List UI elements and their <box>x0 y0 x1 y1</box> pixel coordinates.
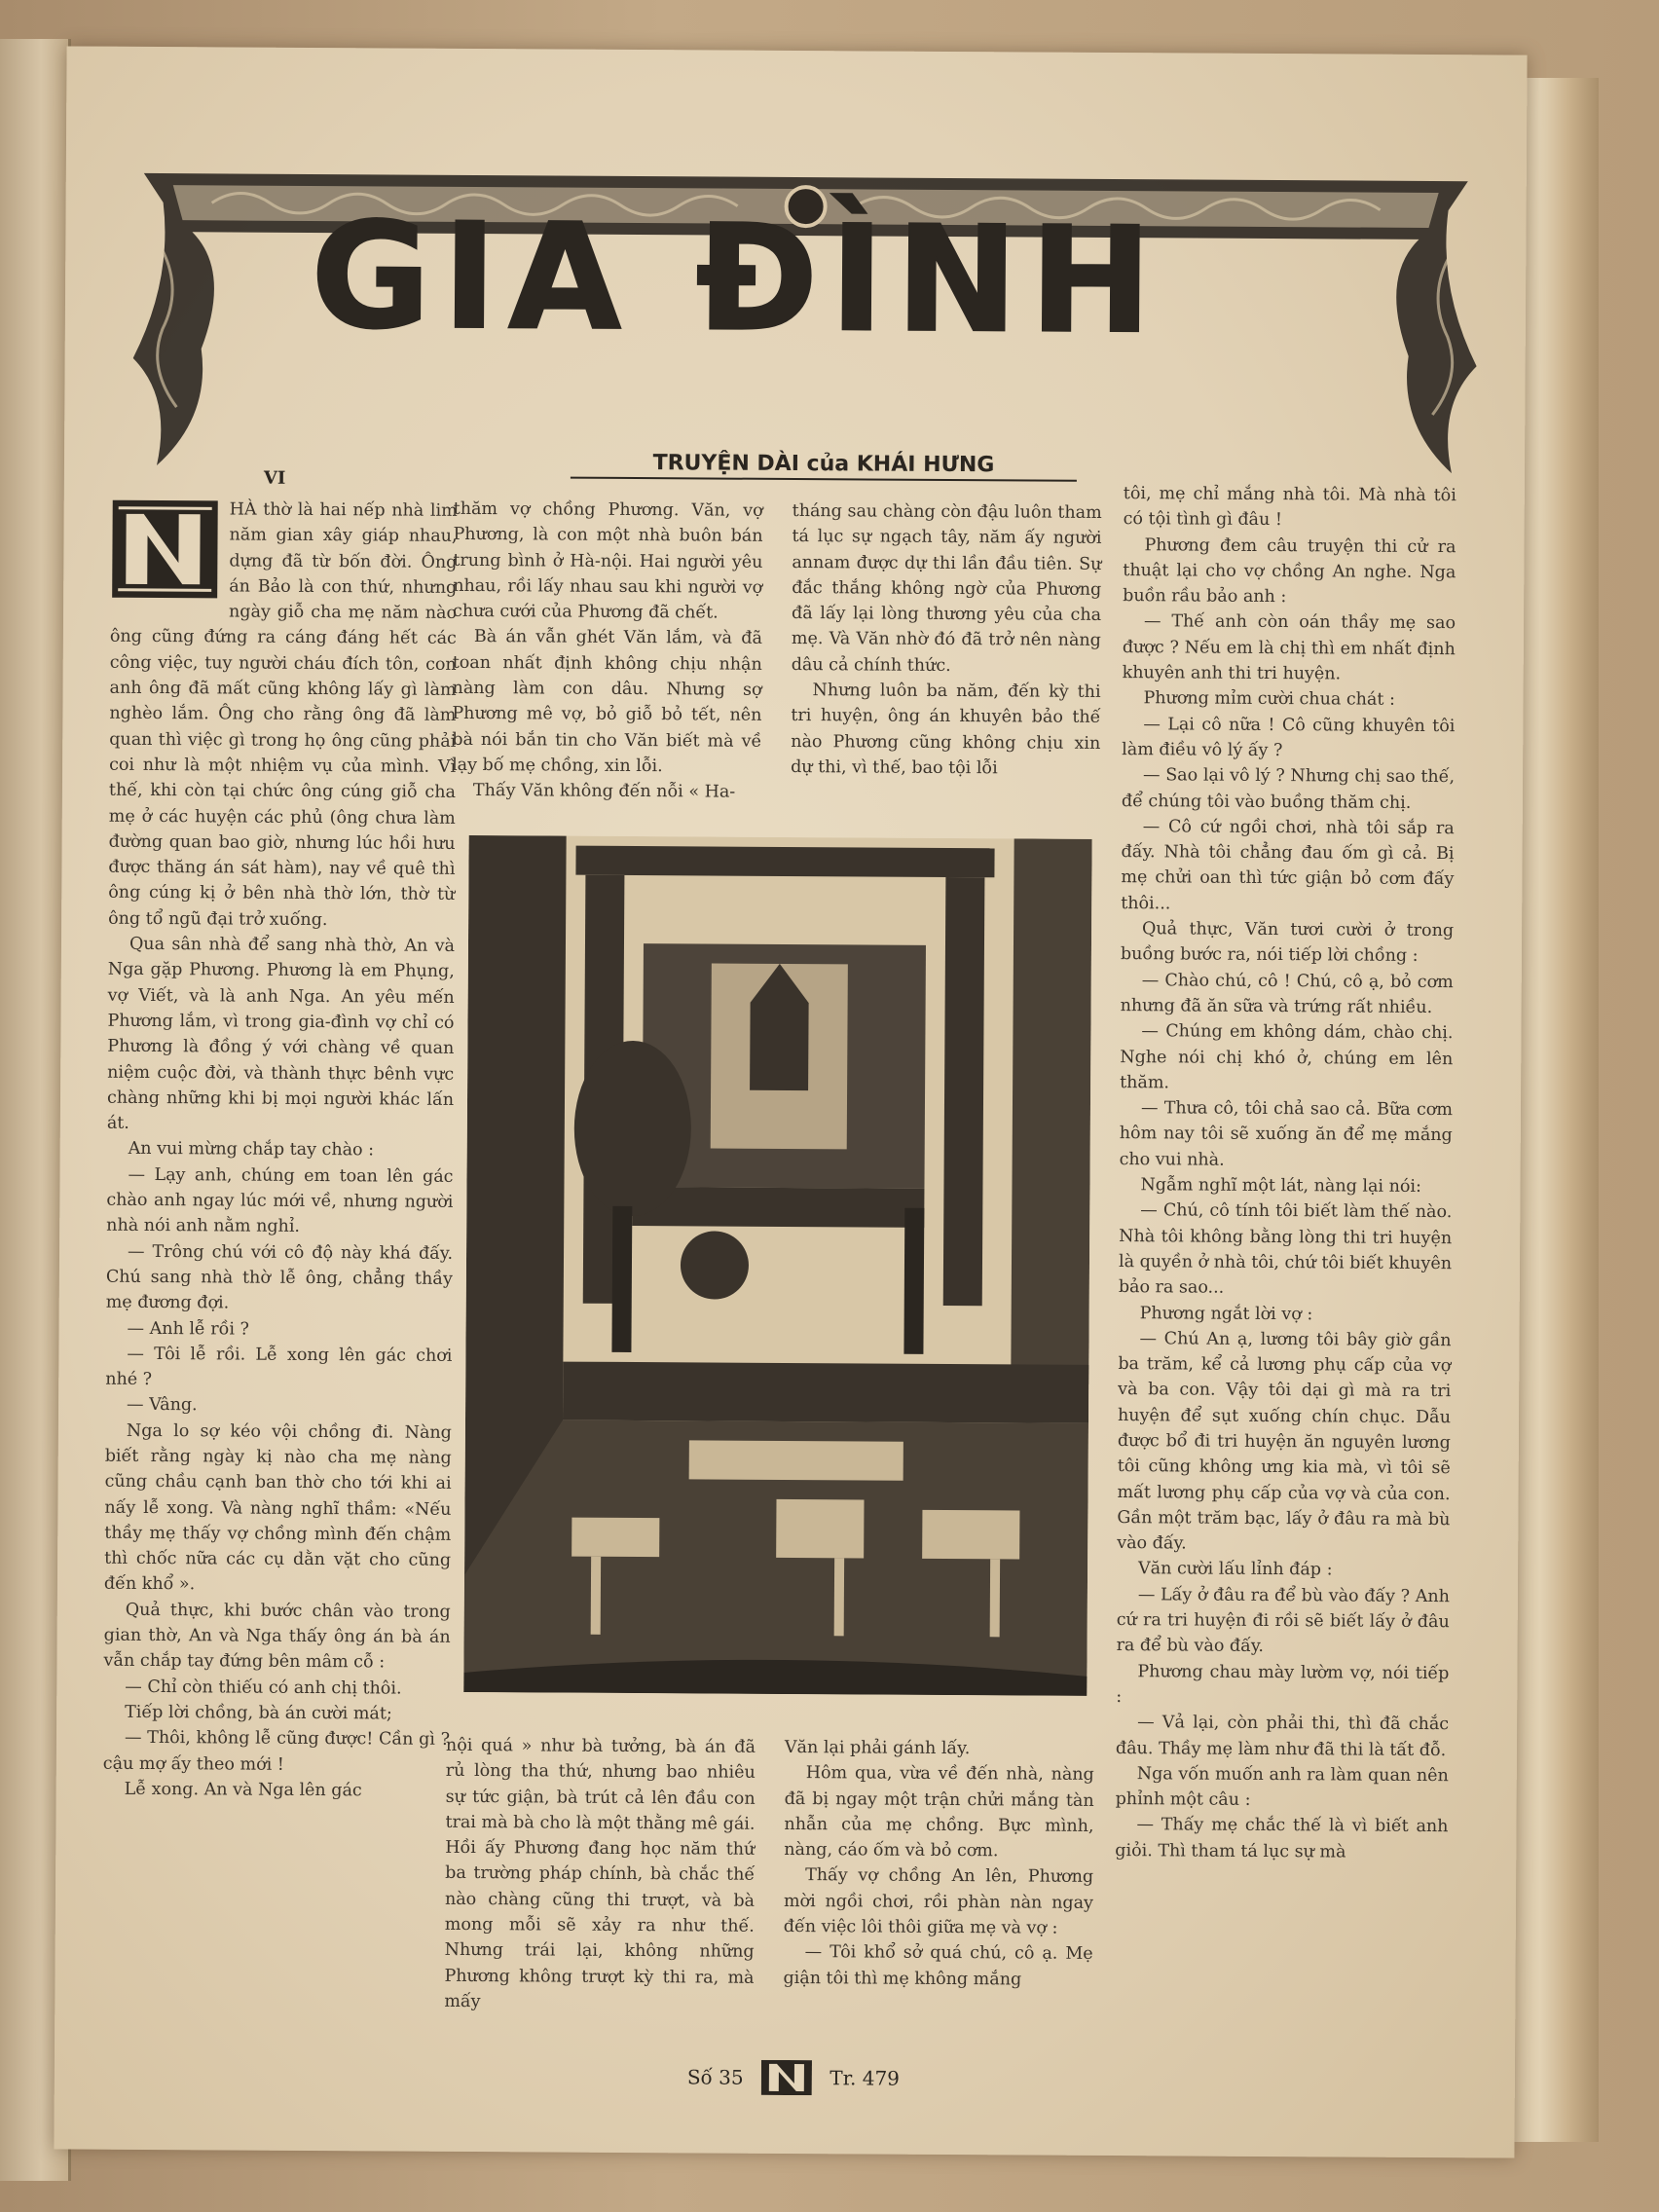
page-number: Tr. 479 <box>830 2066 901 2090</box>
paragraph: — Chúng em không dám, chào chị. Nghe nói chị khó ở, chúng em lên thăm. <box>1120 1021 1454 1093</box>
paragraph: Quả thực, khi bước chân vào trong gian thờ, An và Nga thấy ông án bà án vẫn chắp tay đứng bên mâm cỗ : <box>103 1600 451 1673</box>
paragraph: Tiếp lời chồng, bà án cười mát; <box>125 1702 392 1724</box>
page-footer <box>687 2059 900 2095</box>
paragraph: thăm vợ chồng Phương. Văn, vợ Phương, là con một nhà buôn bán trung bình ở Hà-nội. Hai người yêu nhau, rồi lấy nhau sau khi người vợ chưa cưới của Phương đã chết. <box>453 498 763 623</box>
paragraph: Phương đem câu truyện thi cử ra thuật lại cho vợ chồng An nghe. Nga buồn rầu bảo anh : <box>1123 535 1456 608</box>
paragraph: Phương ngắt lời vợ : <box>1139 1303 1313 1324</box>
magazine-logo-icon <box>761 2060 812 2095</box>
paragraph: Văn lại phải gánh lấy. <box>784 1737 971 1759</box>
text-column-3-top <box>791 498 1102 782</box>
paragraph: nội quá » như bà tưởng, bà án đã rủ lòng tha thứ, nhưng bao nhiêu sự tức giận, bà trút cả lên đầu con trai mà bà cho là một thằng mê gái. Hồi ấy Phương đang học năm thứ ba trường pháp chính, bà chắc thế nào chàng cũng thi trượt, và bà mong mỗi sẽ xảy ra như thế. Nhưng trái lại, không những Phương không trượt kỳ thi ra, mà mấy <box>444 1735 756 2012</box>
paragraph: HÀ thờ là hai nếp nhà lim năm gian xây giáp nhau, dựng đã từ bốn đời. Ông án Bảo là con thứ, nhưng ngày giỗ cha mẹ năm nào ông cũng đứng ra cáng đáng hết các công việc, tuy người cháu đích tôn, con anh ông đã mất cũng không lấy gì làm nghèo lắm. Ông cho rằng ông đã làm quan thì việc gì trong họ ông cũng phải coi như là một nhiệm vụ của mình. Vì thế, khi còn tại chức ông cúng giỗ cha mẹ ở các huyện các phủ (ông chưa làm đường quan bao giờ, nhưng lúc hồi hưu được thăng án sát hàm), nay về quê thì ông cúng kị ở bên nhà thờ lớn, thờ từ ông tổ ngũ đại trở xuống. <box>108 499 458 930</box>
paragraph: — Tôi khổ sở quá chú, cô ạ. Mẹ giận tôi thì mẹ không mắng <box>783 1942 1093 1990</box>
paragraph: An vui mừng chắp tay chào : <box>128 1139 375 1161</box>
paragraph: tháng sau chàng còn đậu luôn tham tá lục sự ngạch tây, năm ấy người annam được dự thi lần đầu tiên. Sự đắc thắng không ngờ của Phương đã lấy lại lòng thương yêu của cha mẹ. Và Văn nhờ đó đã trở nên nàng dâu cả chính thức. <box>791 500 1102 676</box>
paragraph: Nga vốn muốn anh ra làm quan nên phỉnh một câu : <box>1115 1764 1449 1811</box>
paragraph: — Lấy ở đâu ra để bù vào đấy ? Anh cứ ra tri huyện đi rồi sẽ biết lấy ở đâu ra để bù vào đấy. <box>1116 1584 1450 1657</box>
text-column-4 <box>1115 481 1456 1865</box>
text-column-2-top <box>452 497 763 805</box>
magazine-title: GIA ĐÌNH <box>310 191 1164 367</box>
chapter-number: VI <box>263 467 286 489</box>
paragraph: — Lại cô nữa ! Cô cũng khuyên tôi làm điều vô lý ấy ? <box>1122 714 1456 761</box>
paragraph: — Chú, cô tính tôi biết làm thế nào. Nhà tôi không bằng lòng thi tri huyện là quyền ở nhà tôi, chứ tôi biết khuyên bảo ra sao... <box>1118 1200 1453 1298</box>
paragraph: — Thấy mẹ chắc thế là vì biết anh giỏi. Thì tham tá lục sự mà <box>1115 1815 1449 1862</box>
magazine-page <box>54 46 1527 2157</box>
text-column-3-bottom <box>783 1735 1094 1993</box>
paragraph: Thấy vợ chồng An lên, Phương mời ngồi chơi, rồi phàn nàn ngay đến việc lôi thôi giữa mẹ và vợ : <box>783 1865 1094 1938</box>
paragraph: — Chỉ còn thiếu có anh chị thôi. <box>125 1677 402 1699</box>
paragraph: — Anh lễ rồi ? <box>127 1318 249 1340</box>
paragraph: Ngẫm nghĩ một lát, nàng lại nói: <box>1140 1175 1421 1197</box>
paragraph: Bà án vẫn ghét Văn lắm, và đã toan nhất định không chịu nhận nàng làm con dâu. Nhưng sợ Phương mê vợ, bỏ giỗ bỏ tết, nên bà nói bắn tin cho Văn biết mà về lạy bố mẹ chồng, xin lỗi. <box>452 627 762 777</box>
altar-woodcut-illustration <box>463 835 1091 1696</box>
paragraph: — Thế anh còn oán thầy mẹ sao được ? Nếu em là chị thì em nhất định khuyên anh thi tri huyện. <box>1122 611 1456 684</box>
drop-cap-n-icon <box>110 498 220 601</box>
paragraph: Hôm qua, vừa về đến nhà, nàng đã bị ngay một trận chửi mắng tàn nhẫn của mẹ chồng. Bực mình, nàng, cáo ốm và bỏ cơm. <box>784 1763 1094 1862</box>
paragraph: — Lạy anh, chúng em toan lên gác chào anh ngay lúc mới về, nhưng người nhà nói anh nằm nghỉ. <box>106 1164 454 1237</box>
paragraph: Nhưng luôn ba năm, đến kỳ thi tri huyện, ông án khuyên bảo thế nào Phương cũng không chịu xin dự thi, vì thế, bao tội lỗi <box>791 681 1101 779</box>
paragraph: — Vả lại, còn phải thi, thì đã chắc đâu. Thầy mẹ làm như đã thi là tất đỗ. <box>1115 1713 1450 1760</box>
paragraph: Phương mỉm cười chua chát : <box>1143 688 1395 711</box>
issue-number: Số 35 <box>686 2065 744 2089</box>
paragraph: — Chào chú, cô ! Chú, cô ạ, bỏ cơm nhưng đã ăn sữa và trứng rất nhiều. <box>1120 970 1454 1017</box>
paragraph: Quả thực, Văn tươi cười ở trong buồng bước ra, nói tiếp lời chồng : <box>1120 919 1455 967</box>
paragraph: Qua sân nhà để sang nhà thờ, An và Nga gặp Phương. Phương là em Phụng, vợ Viết, và là anh Nga. An yêu mến Phương lắm, vì trong gia-đình vợ chỉ có Phương là đồng ý với chàng về quan niệm cuộc đời, và thành thực bênh vực chàng những khi bị mọi người khác lấn át. <box>106 934 456 1133</box>
paragraph: — Sao lại vô lý ? Nhưng chị sao thế, để chúng tôi vào buồng thăm chị. <box>1121 765 1456 813</box>
paragraph: — Trông chú với cô độ này khá đấy. Chú sang nhà thờ lễ ông, chẳng thầy mẹ đương đợi. <box>105 1241 454 1313</box>
paragraph: — Vâng. <box>127 1395 198 1416</box>
story-subtitle: TRUYỆN DÀI của KHÁI HƯNG <box>571 451 1077 482</box>
text-column-1 <box>103 497 458 1804</box>
paragraph: Văn cười lấu lỉnh đáp : <box>1138 1559 1333 1580</box>
paragraph: tôi, mẹ chỉ mắng nhà tôi. Mà nhà tôi có tội tình gì đâu ! <box>1123 484 1456 531</box>
paragraph: — Cô cứ ngồi chơi, nhà tôi sắp ra đấy. Nhà tôi chẳng đau ốm gì cả. Bị mẹ chửi oan thì tức giận bỏ cơm đấy thôi... <box>1121 817 1455 914</box>
paragraph: — Tôi lễ rồi. Lễ xong lên gác chơi nhé ? <box>105 1344 453 1390</box>
paragraph: Phương chau mày lườm vợ, nói tiếp : <box>1116 1661 1450 1708</box>
paragraph: Thấy Văn không đến nỗi « Ha- <box>472 781 736 802</box>
paragraph: Lễ xong. An và Nga lên gác <box>124 1779 362 1801</box>
paragraph: — Chú An ạ, lương tôi bây giờ gần ba trăm, kể cả lương phụ cấp của vợ và ba con. Vậy tôi dại gì mà ra tri huyện để sụt xuống chín chục. Dẫu được bổ đi tri huyện ăn nguyên lương tôi cũng không ưng kia mà, vì tôi sẽ mất lương phụ cấp của vợ và của con. Gần một trăm bạc, lấy ở đâu ra mà bù vào đấy. <box>1117 1328 1452 1554</box>
paragraph: — Thưa cô, tôi chả sao cả. Bữa cơm hôm nay tôi sẽ xuống ăn để mẹ mắng cho vui nhà. <box>1119 1098 1454 1170</box>
paragraph: — Thôi, không lễ cũng được! Cần gì ? cậu mợ ấy theo mới ! <box>102 1728 451 1775</box>
text-column-2-bottom <box>444 1733 756 2016</box>
paragraph: Nga lo sợ kéo vội chồng đi. Nàng biết rằng ngày kị nào cha mẹ nàng cũng chầu cạnh ban thờ cho tới khi ai nấy lễ xong. Và nàng nghĩ thầm: «Nếu thầy mẹ thấy vợ chồng mình đến chậm thì chốc nữa các cụ dằn vặt cho cũng đến khổ ». <box>103 1420 452 1595</box>
